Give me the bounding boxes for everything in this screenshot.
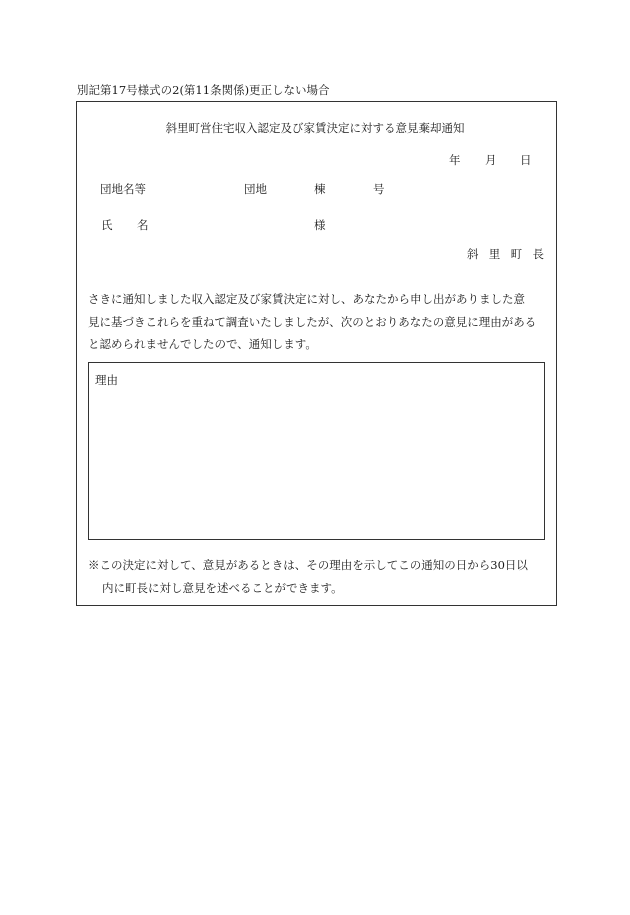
date-year-label: 年 <box>449 153 461 167</box>
housing-label: 団地名等 <box>100 182 146 196</box>
building-unit-label: 棟 <box>314 182 326 196</box>
name-label-part2: 名 <box>137 218 149 232</box>
issuer-label: 斜里町長 <box>466 247 555 261</box>
name-label-part1: 氏 <box>101 218 113 232</box>
reason-label: 理由 <box>95 373 118 387</box>
body-text-line-3: と認められませんでしたので、通知します。 <box>88 337 317 351</box>
body-text-line-1: さきに通知しました収入認定及び家賃決定に対し、あなたから申し出がありました意 <box>88 292 525 306</box>
date-day-label: 日 <box>520 153 532 167</box>
notice-title: 斜里町営住宅収入認定及び家賃決定に対する意見棄却通知 <box>165 121 465 135</box>
reason-box <box>88 362 545 540</box>
danchi-unit-label: 団地 <box>244 182 267 196</box>
date-month-label: 月 <box>485 153 497 167</box>
note-line-1: ※この決定に対して、意見があるときは、その理由を示してこの通知の日から30日以 <box>88 558 528 572</box>
room-unit-label: 号 <box>373 182 385 196</box>
note-line-2: 内に町長に対し意見を述べることができます。 <box>102 581 343 595</box>
honorific-label: 様 <box>314 218 326 232</box>
body-text-line-2: 見に基づきこれらを重ねて調査いたしましたが、次のとおりあなたの意見に理由がある <box>88 315 537 329</box>
form-caption: 別記第17号様式の2(第11条関係)更正しない場合 <box>77 83 330 97</box>
